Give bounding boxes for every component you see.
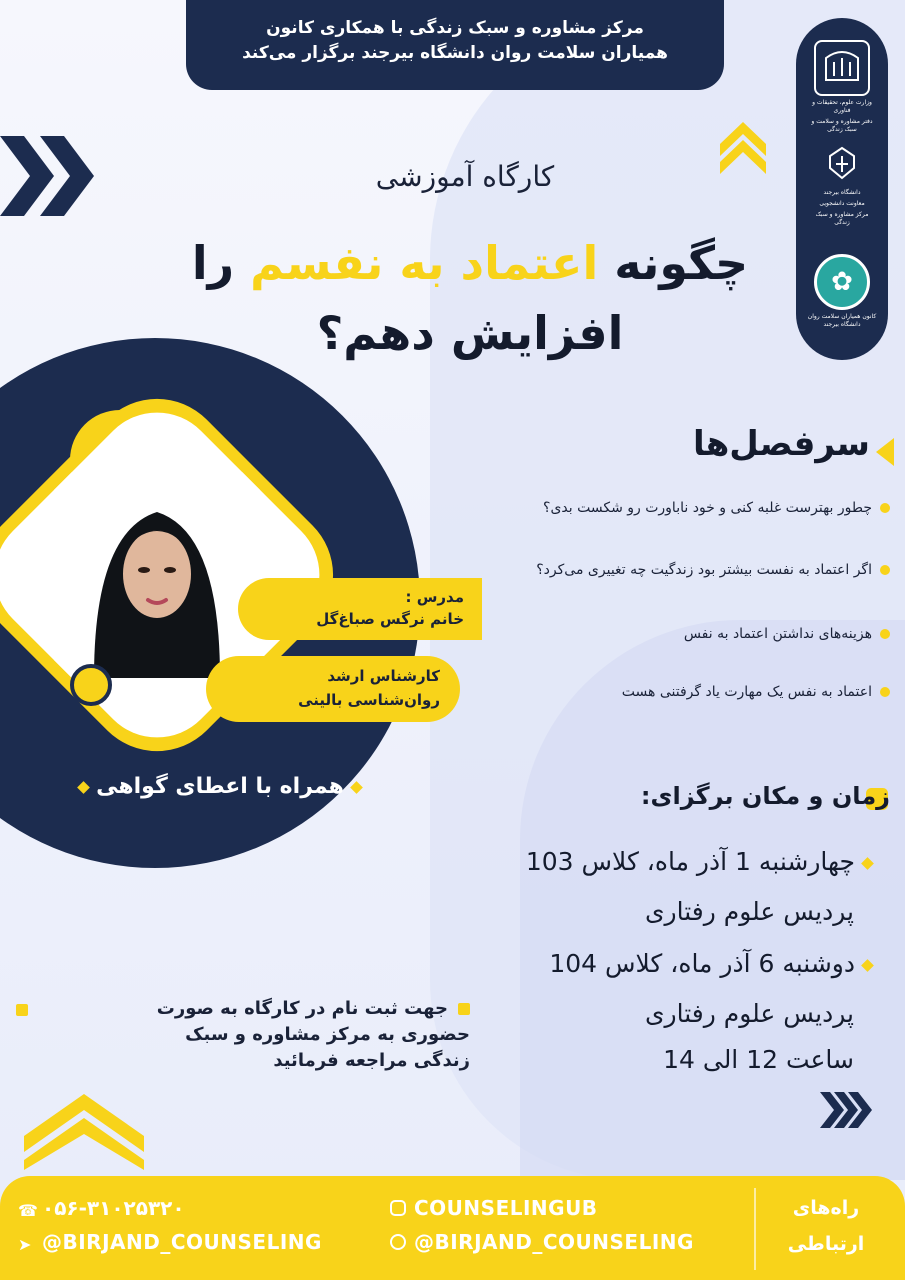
kanoon-emblem-icon: ✿ (814, 254, 870, 310)
schedule-line: ساعت 12 الی 14 (663, 1045, 854, 1074)
diamond-bullet-icon (861, 959, 874, 972)
telegram-icon: ➤ (18, 1235, 32, 1254)
certificate-text: همراه با اعطای گواهی (96, 774, 344, 799)
kanoon-logo (807, 254, 877, 329)
topic-text: اعتماد به نفس یک مهارت یاد گرفتنی هست (621, 684, 872, 700)
footer-title-line: راه‌های (792, 1197, 860, 1219)
logo-column (796, 18, 888, 360)
phone-contact[interactable]: ☎ ۰۵۶-۳۱۰۲۵۳۲۰ (18, 1196, 185, 1220)
title-line (170, 228, 770, 298)
degree-line: روان‌شناسی بالینی (298, 691, 440, 709)
university-logo (807, 146, 877, 227)
ministry-emblem-icon (814, 40, 870, 96)
instructor-label: مدرس : (405, 588, 464, 606)
certificate-note (40, 774, 400, 799)
banner-line: همیاران سلامت روان دانشگاه بیرجند برگزار می‌کند (242, 43, 668, 63)
instagram-icon (390, 1200, 406, 1216)
telegram-contact[interactable]: ➤ @BIRJAND_COUNSELING (18, 1230, 322, 1254)
eitaa-icon (390, 1234, 406, 1250)
kanoon-name: کانون همیاران سلامت روان دانشگاه بیرجند (807, 313, 877, 328)
university-subtitle: مرکز مشاوره و سبک زندگی (815, 211, 869, 226)
chevron-right-icon (820, 1092, 872, 1128)
dot-bullet-icon (880, 687, 890, 697)
title-part: را (191, 236, 235, 290)
decorative-dot (70, 664, 112, 706)
instructor-name: خانم نرگس صباغ‌گل (316, 610, 464, 628)
eitaa-contact[interactable]: @BIRJAND_COUNSELING (390, 1230, 694, 1254)
dot-bullet-icon (880, 503, 890, 513)
title-line: افزایش دهم؟ (316, 306, 624, 360)
page-title (170, 228, 770, 368)
topic-item (470, 500, 890, 516)
topic-text: اگر اعتماد به نفست بیشتر بود زندگیت چه تغییری می‌کرد؟ (536, 562, 872, 578)
chevron-up-icon (720, 118, 766, 174)
topic-item (470, 684, 890, 700)
dot-bullet-icon (880, 629, 890, 639)
chevron-right-icon (0, 126, 110, 226)
university-emblem-icon (824, 146, 860, 182)
topic-item (470, 562, 890, 578)
divider (754, 1188, 756, 1270)
schedule-line: پردیس علوم رفتاری (644, 999, 854, 1028)
ministry-logo (807, 40, 877, 134)
schedule-line: چهارشنبه 1 آذر ماه، کلاس 103 (440, 836, 880, 888)
title-part: چگونه (614, 236, 749, 290)
topic-item (470, 626, 890, 642)
degree-badge (206, 656, 460, 722)
registration-line: زندگی مراجعه فرمائید (273, 1050, 470, 1071)
schedule-line: پردیس علوم رفتاری (644, 897, 854, 926)
ministry-subtitle: دفتر مشاوره و سلامت و سبک زندگی (811, 118, 873, 133)
instagram-contact[interactable]: COUNSELINGUB (390, 1196, 598, 1220)
square-bullet-icon (458, 1003, 470, 1015)
registration-line: جهت ثبت نام در کارگاه به صورت (30, 996, 470, 1022)
registration-note (30, 996, 470, 1074)
chevron-up-icon (24, 1090, 144, 1170)
dot-bullet-icon (880, 565, 890, 575)
university-name: دانشگاه بیرجند (823, 189, 861, 196)
workshop-label: کارگاه آموزشی (375, 160, 555, 193)
schedule-line: دوشنبه 6 آذر ماه، کلاس 104 (440, 938, 880, 990)
topic-text: چطور بهترست غلبه کنی و خود ناباورت رو شکست بدی؟ (543, 500, 872, 516)
square-bullet-icon (16, 1004, 28, 1016)
triangle-marker-icon (876, 438, 894, 466)
topic-text: هزینه‌های نداشتن اعتماد به نفس (683, 626, 872, 642)
portrait-image (54, 472, 260, 678)
topics-header: سرفصل‌ها (692, 424, 870, 464)
time-place-header: زمان و مکان برگزای: (640, 782, 890, 810)
university-subtitle: معاونت دانشجویی (819, 200, 865, 207)
registration-line: حضوری به مرکز مشاوره و سبک (185, 1024, 470, 1045)
footer-title (766, 1190, 886, 1270)
banner-line: مرکز مشاوره و سبک زندگی با همکاری کانون (266, 18, 644, 38)
title-highlight: اعتماد به نفسم (250, 236, 599, 290)
diamond-bullet-icon (350, 781, 363, 794)
instructor-badge (238, 578, 482, 640)
phone-icon: ☎ (18, 1201, 39, 1220)
diamond-bullet-icon (77, 781, 90, 794)
ministry-name: وزارت علوم، تحقیقات و فناوری (812, 99, 872, 114)
top-banner (186, 0, 724, 90)
degree-line: کارشناس ارشد (327, 667, 440, 685)
diamond-bullet-icon (861, 857, 874, 870)
footer-title-line: ارتباطی (787, 1233, 865, 1255)
